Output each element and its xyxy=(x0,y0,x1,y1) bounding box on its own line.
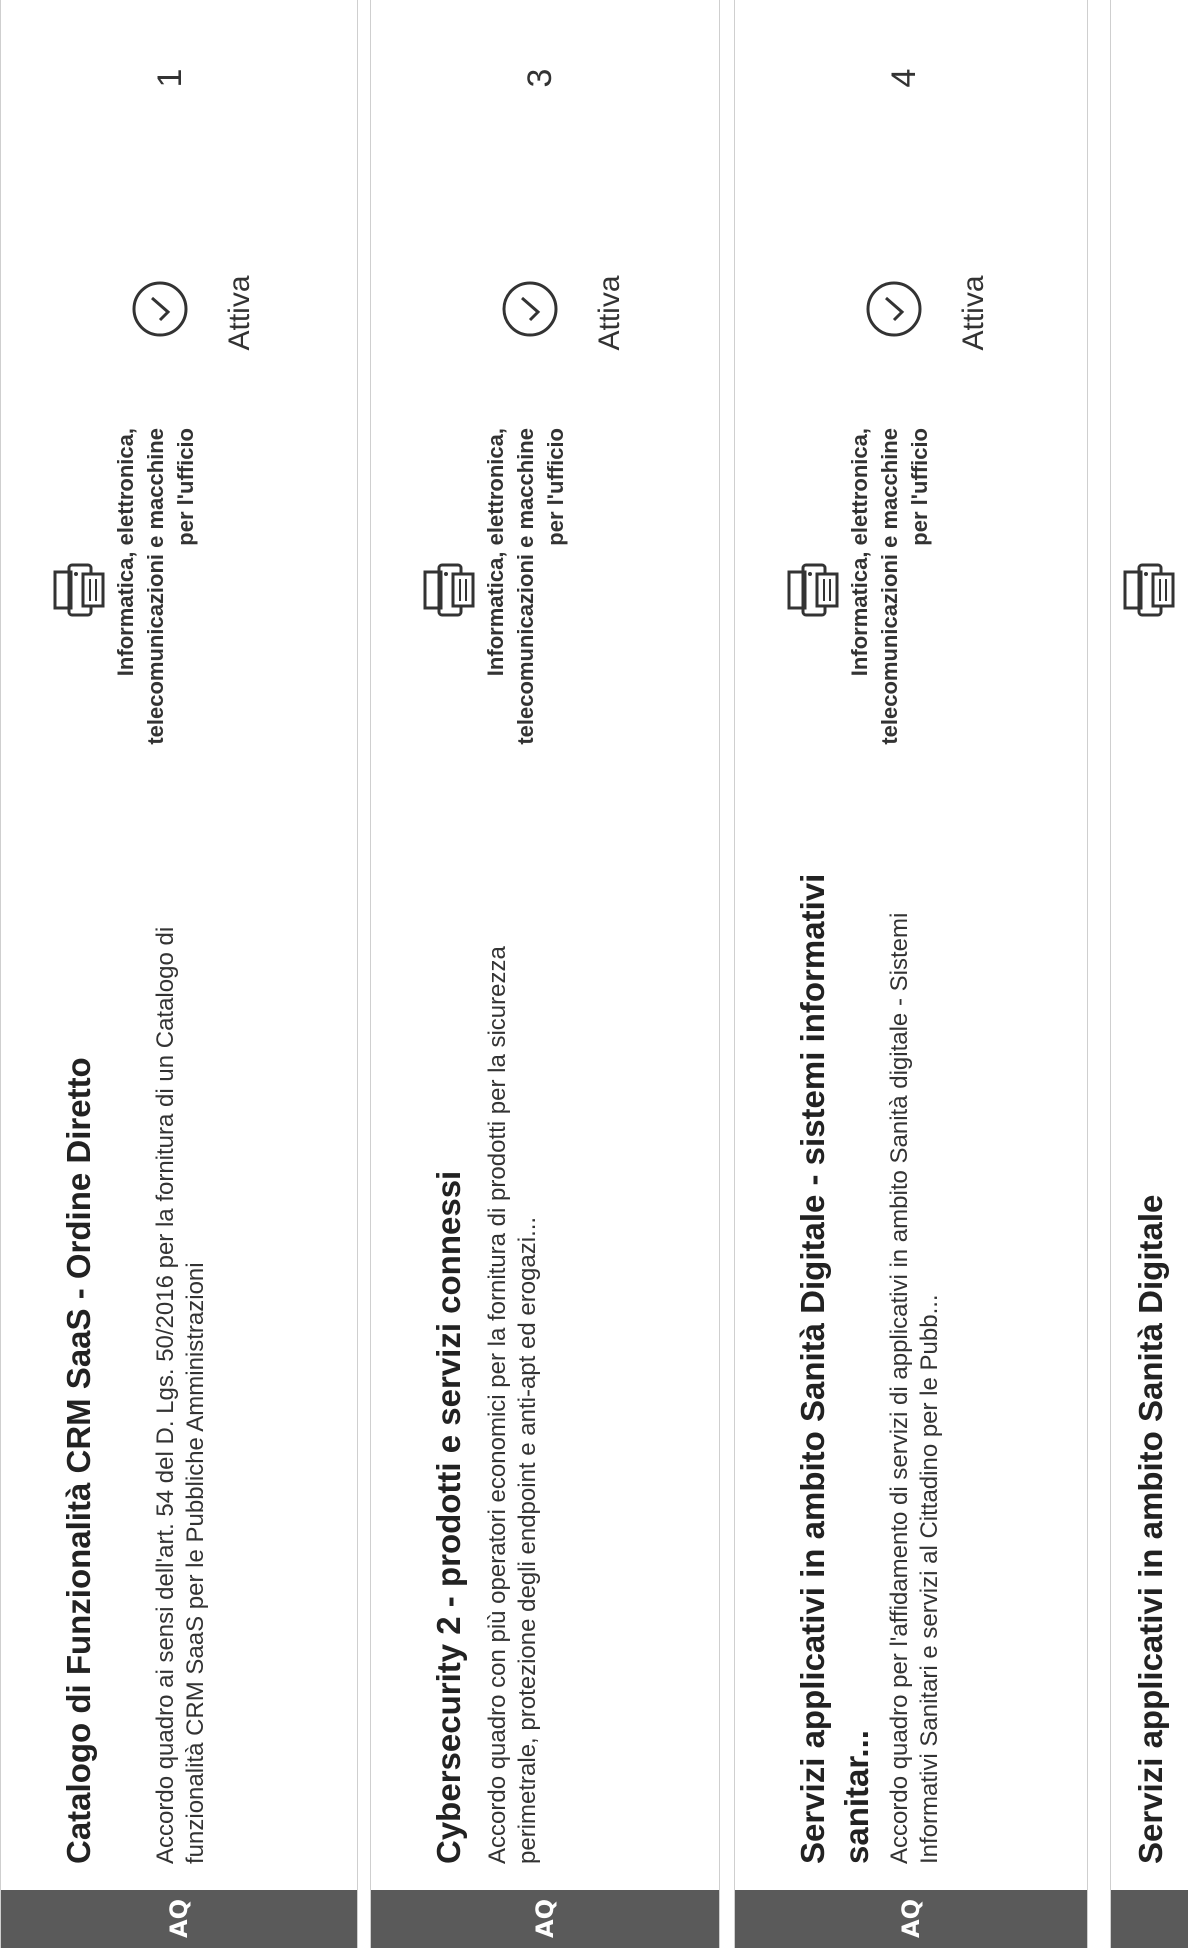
category-label: Informatica, elettronica, telecomunicazioni e macchine per l'ufficio xyxy=(113,428,198,745)
category-label: Informatica, elettronica, telecomunicazioni e macchine per l'ufficio xyxy=(847,428,932,745)
catalog-card[interactable] xyxy=(734,0,1088,1948)
status-label: Attiva xyxy=(593,275,626,351)
printer-icon xyxy=(423,562,475,618)
type-band xyxy=(1111,1890,1188,1948)
item-number: 3 xyxy=(521,68,559,88)
card-description: Accordo quadro per l'affidamento di servizi di applicativi in ambito Sanità digitale - Sistemi Informativi Sanitari e servizi al Cittadino per le Pubb... xyxy=(886,912,943,1864)
type-band xyxy=(371,1890,719,1948)
catalog-card[interactable] xyxy=(0,0,358,1948)
category-label: Informatica, elettronica, telecomunicazioni e macchine per l'ufficio xyxy=(483,428,568,745)
type-band xyxy=(1,1890,357,1948)
catalog-card[interactable] xyxy=(370,0,720,1948)
check-circle-icon xyxy=(865,280,923,338)
item-number: 1 xyxy=(151,68,189,88)
type-label: AQ xyxy=(531,1899,559,1938)
card-title[interactable]: Servizi applicativi in ambito Sanità Digitale xyxy=(1132,1194,1169,1864)
type-label: AQ xyxy=(165,1899,193,1938)
printer-icon xyxy=(1123,562,1175,618)
item-number: 4 xyxy=(885,68,923,88)
type-label: AQ xyxy=(897,1899,925,1938)
type-band xyxy=(735,1890,1087,1948)
card-title[interactable]: Cybersecurity 2 - prodotti e servizi connessi xyxy=(430,1170,467,1864)
card-description: Accordo quadro ai sensi dell'art. 54 del D. Lgs. 50/2016 per la fornitura di un Catalogo di funzionalità CRM SaaS per le Pubbliche Amministrazioni xyxy=(152,926,209,1864)
printer-icon xyxy=(53,562,105,618)
check-circle-icon xyxy=(501,280,559,338)
status-label: Attiva xyxy=(957,275,990,351)
card-title[interactable]: Catalogo di Funzionalità CRM SaaS - Ordine Diretto xyxy=(60,1057,97,1864)
catalog-card[interactable] xyxy=(1110,0,1188,1948)
check-circle-icon xyxy=(131,280,189,338)
card-title[interactable]: Servizi applicativi in ambito Sanità Digitale - sistemi informativi sanitar... xyxy=(794,873,875,1864)
card-description: Accordo quadro con più operatori economici per la fornitura di prodotti per la sicurezza perimetrale, protezione degli endpoint e anti-apt ed erogazi... xyxy=(484,946,541,1864)
status-label: Attiva xyxy=(223,275,256,351)
printer-icon xyxy=(787,562,839,618)
